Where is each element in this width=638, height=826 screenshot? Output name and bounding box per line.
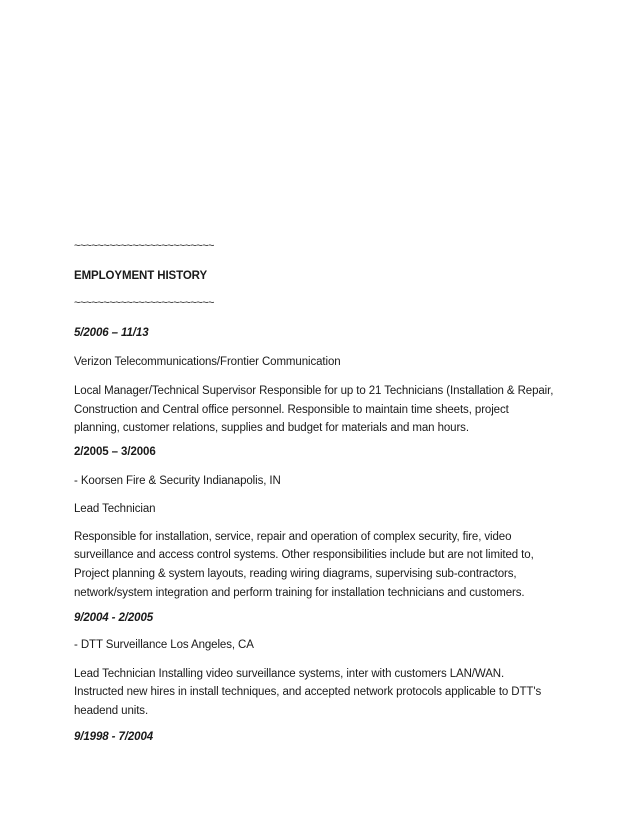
job-company: Verizon Telecommunications/Frontier Communication xyxy=(74,356,341,368)
job-company: - Koorsen Fire & Security Indianapolis, IN xyxy=(74,475,281,487)
job-dates: 5/2006 – 11/13 xyxy=(74,327,149,339)
job-description-line: network/system integration and perform training for installation technicians and customers. xyxy=(74,587,525,599)
job-dates: 2/2005 – 3/2006 xyxy=(74,446,156,458)
job-description-line: Local Manager/Technical Supervisor Responsible for up to 21 Technicians (Installation & Repair, xyxy=(74,385,554,397)
separator-top: ~~~~~~~~~~~~~~~~~~~~~~~~ xyxy=(74,240,214,252)
job-dates: 9/2004 - 2/2005 xyxy=(74,612,154,624)
job-description-line: Project planning & system layouts, reading wiring diagrams, supervising sub-contractors, xyxy=(74,568,517,580)
job-description-line: Instructed new hires in install techniques, and accepted network protocols applicable to DTT's xyxy=(74,686,542,698)
job-title: Lead Technician xyxy=(74,503,156,515)
job-dates: 9/1998 - 7/2004 xyxy=(74,731,154,743)
job-description-line: surveillance and access control systems. Other responsibilities include but are not limited to, xyxy=(74,549,534,561)
job-description-line: Construction and Central office personnel. Responsible to maintain time sheets, project xyxy=(74,404,509,416)
job-description-line: Lead Technician Installing video surveillance systems, inter with customers LAN/WAN. xyxy=(74,668,505,680)
section-heading: EMPLOYMENT HISTORY xyxy=(74,270,208,282)
job-description-line: planning, customer relations, supplies and budget for materials and man hours. xyxy=(74,422,469,434)
job-description-line: Responsible for installation, service, repair and operation of complex security, fire, video xyxy=(74,531,512,543)
job-company: - DTT Surveillance Los Angeles, CA xyxy=(74,639,254,651)
job-description-line: headend units. xyxy=(74,705,149,717)
separator-bottom: ~~~~~~~~~~~~~~~~~~~~~~~~ xyxy=(74,297,214,309)
